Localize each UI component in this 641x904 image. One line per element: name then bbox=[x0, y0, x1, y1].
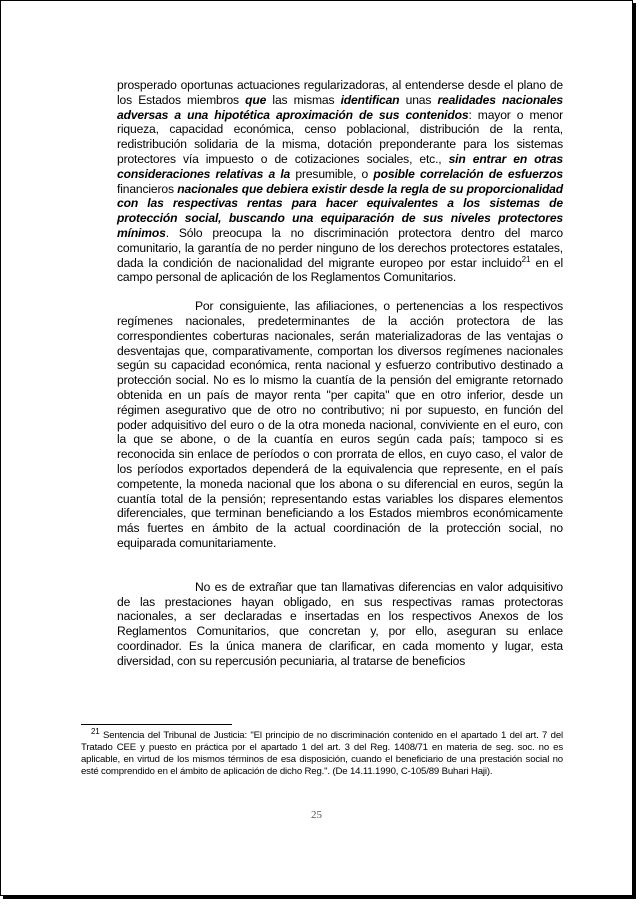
text-run: prosperado oportunas actuaciones regularizadoras, al entenderse desde el plano de los Estados miembros bbox=[117, 78, 563, 107]
paragraph-1 bbox=[117, 78, 563, 285]
footnote-text: Sentencia del Tribunal de Justicia: "El principio de no discriminación contenido en el apartado 1 del art. 7 del Tratado CEE y puesto en práctica por el apartado 1 del art. 3 del Reg. 1408/71 en materia de seg. soc. no es aplicable, en virtud de los mismos términos de esa disposición, cuando el beneficiario de una prestación social no esté comprendido en el ámbito de aplicación de dicho Reg.". (De 14.11.1990, C-105/89 Buhari Haji). bbox=[81, 730, 563, 777]
paragraph-3-text: No es de extrañar que tan llamativas diferencias en valor adquisitivo de las prestaciones hayan obligado, en sus respectivas ramas protectoras nacionales, a ser declaradas e insertadas en los respectivos Anexos de los Reglamentos Comunitarios, que concretan y, por ello, aseguran su enlace coordinador. Es la única manera de clarificar, en cada momento y lugar, esta diversidad, con su repercusión pecuniaria, al tratarse de beneficios bbox=[117, 579, 563, 668]
emphasis-run: sin entrar en otras consideraciones relativas a la bbox=[117, 151, 563, 181]
text-run: : mayor o menor riqueza, capacidad económica, censo poblacional, distribución de la renta, redistribución solidaria de la misma, dotación preponderante para los sistemas protectores vía impuesto o de cotizaciones sociales, etc., bbox=[117, 107, 564, 166]
emphasis-run: que bbox=[245, 92, 267, 107]
text-run: las mismas bbox=[266, 92, 341, 107]
text-run: financieros bbox=[117, 181, 178, 196]
text-run: unas bbox=[399, 92, 438, 107]
footnote bbox=[81, 726, 563, 778]
paragraph-2-text: Por consiguiente, las afiliaciones, o pertenencias a los respectivos regímenes nacionales, predeterminantes de la acción protectora de las correspondientes coberturas nacionales, serán materializadoras de las ventajas o desventajas que, comparativamente, comportan los diversos regímenes nacionales según su capacidad económica, renta nacional y esfuerzo contributivo destinado a protección social. No es lo mismo la cuantía de la pensión del emigrante retornado obtenida en un país de mayor renta "per capita" que en otro inferior, desde un régimen asegurativo que de otro no contributivo; ni por supuesto, en función del poder adquisitivo del euro o de la otra moneda nacional, conviviente en el euro, con la que se abone, o de la cuantía en euros según cada país; tampoco si es reconocida sin enlace de períodos o con prorrata de ellos, en cuyo caso, el valor de los períodos exportados dependerá de la equivalencia que represente, en el país competente, la moneda nacional que los abona o su diferencial en euros, según la cuantía total de la pensión; representando estas variables los dispares elementos diferenciales, que terminan beneficiando a los Estados miembros económicamente más fuertes en ámbito de la actual coordinación de la protección social, no equiparada comunitariamente. bbox=[117, 299, 563, 550]
text-run: . Sólo preocupa la no discriminación protectora dentro del marco comunitario, la garantía de no perder ninguno de los derechos protectores estatales, dada la condición de nacionalidad del migrante europeo por estar incluido bbox=[117, 225, 563, 270]
text-run: en el campo personal de aplicación de los Reglamentos Comunitarios. bbox=[117, 255, 564, 285]
footnote-reference[interactable]: 21 bbox=[521, 254, 531, 264]
text-run: presumible, o bbox=[290, 166, 374, 181]
paragraph-2 bbox=[117, 299, 563, 551]
page-number: 25 bbox=[311, 809, 322, 821]
emphasis-run: posible correlación de esfuerzos bbox=[373, 166, 563, 181]
footnote-number: 21 bbox=[91, 726, 100, 736]
footnote-separator bbox=[81, 724, 232, 725]
emphasis-run: identifican bbox=[340, 92, 400, 107]
body-text bbox=[117, 78, 563, 668]
paragraph-3 bbox=[117, 580, 563, 669]
emphasis-run: nacionales que debiera existir desde la regla de su proporcionalidad con las respectivas rentas para hacer equivalentes a los sistemas de protección social, buscando una equiparación de sus niveles protectores mínimos bbox=[117, 181, 563, 240]
emphasis-run: realidades nacionales adversas a una hipotética aproximación de sus contenidos bbox=[117, 92, 563, 122]
